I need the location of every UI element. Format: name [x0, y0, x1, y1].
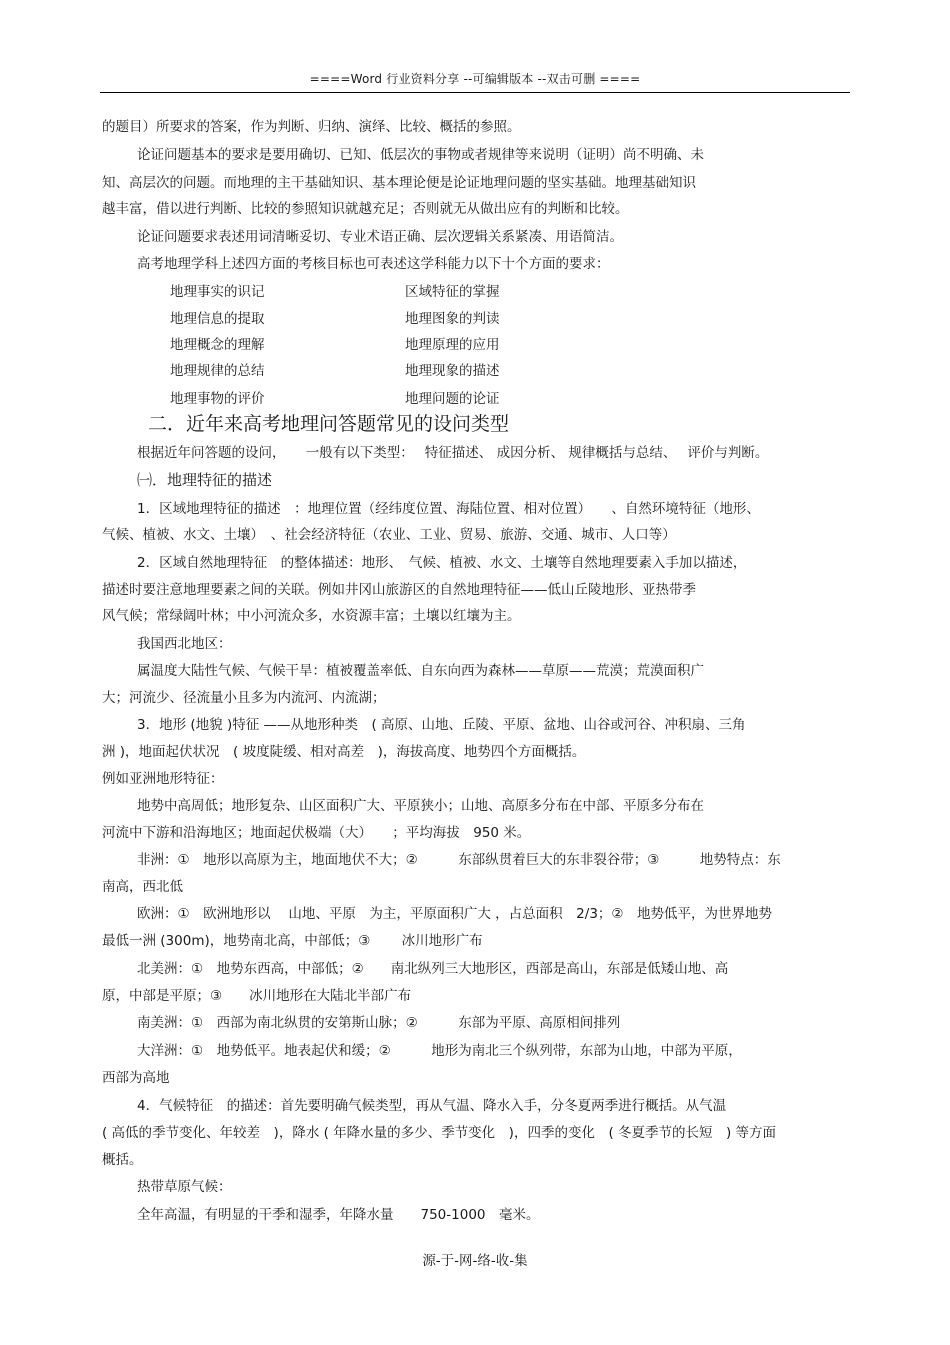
text-line: 1．区域地理特征的描述 ：地理位置（经纬度位置、海陆位置、相对位置） 、自然环境特征（地形、: [137, 501, 760, 517]
text-line: 非洲：① 地形以高原为主，地面地伏不大；② 东部纵贯着巨大的东非裂谷带；③ 地势特点：东: [137, 852, 781, 868]
ability-item: 地理信息的提取: [170, 311, 265, 327]
text-line: 3．地形 (地貌 )特征 ——从地形种类 ( 高原、山地、丘陵、平原、盆地、山谷或河谷、冲积扇、三角: [137, 717, 746, 733]
ability-item: 地理原理的应用: [405, 337, 500, 353]
text-line: 最低一洲 (300m)，地势南北高，中部低；③ 冰川地形广布: [102, 933, 483, 949]
ability-item: 区域特征的掌握: [405, 284, 500, 300]
text-line: 大；河流少、径流量小且多为内流河、内流湖；: [102, 690, 386, 706]
text-line: 的题目）所要求的答案，作为判断、归纳、演绎、比较、概括的参照。: [102, 119, 521, 135]
ability-item: 地理规律的总结: [170, 363, 265, 379]
page-footer: 源-于-网-络-收-集: [422, 1253, 528, 1269]
text-line: 全年高温，有明显的干季和湿季，年降水量 750-1000 毫米。: [137, 1207, 540, 1223]
text-line: 原，中部是平原；③ 冰川地形在大陆北半部广布: [102, 988, 412, 1004]
text-line: 论证问题基本的要求是要用确切、已知、低层次的事物或者规律等来说明（证明）尚不明确、未: [137, 147, 704, 163]
text-line: 洲 )，地面起伏状况 ( 坡度陡缓、相对高差 )，海拔高度、地势四个方面概括。: [102, 744, 586, 760]
text-line: 知、高层次的问题。而地理的主干基础知识、基本理论便是论证地理问题的坚实基础。地理基础知识: [102, 175, 696, 191]
text-line: 地势中高周低；地形复杂、山区面积广大、平原狭小；山地、高原多分布在中部、平原多分布在: [137, 798, 704, 814]
subsection-heading: ㈠．地理特征的描述: [137, 471, 273, 489]
ability-item: 地理现象的描述: [405, 363, 500, 379]
text-line: 2．区域自然地理特征 的整体描述：地形、 气候、植被、水文、土壤等自然地理要素入手加以描述，: [137, 555, 747, 571]
text-line: 越丰富，借以进行判断、比较的参照知识就越充足；否则就无从做出应有的判断和比较。: [102, 201, 629, 217]
ability-item: 地理事物的评价: [170, 391, 265, 407]
text-line: 南美洲：① 西部为南北纵贯的安第斯山脉；② 东部为平原、高原相间排列: [137, 1015, 621, 1031]
text-line: 高考地理学科上述四方面的考核目标也可表述这学科能力以下十个方面的要求：: [137, 256, 610, 272]
ability-item: 地理问题的论证: [405, 391, 500, 407]
text-line: 大洋洲：① 地势低平。地表起伏和缓；② 地形为南北三个纵列带，东部为山地，中部为平原，: [137, 1043, 742, 1059]
text-line: 风气候；常绿阔叶林；中小河流众多，水资源丰富；土壤以红壤为主。: [102, 608, 521, 624]
section-heading: 二．近年来高考地理问答题常见的设问类型: [148, 413, 510, 435]
ability-item: 地理事实的识记: [170, 284, 265, 300]
text-line: 概括。: [102, 1152, 143, 1168]
ability-item: 地理图象的判读: [405, 311, 500, 327]
text-line: 西部为高地: [102, 1070, 170, 1086]
text-line: 热带草原气候：: [137, 1179, 232, 1195]
text-line: 气候、植被、水文、土壤） 、社会经济特征（农业、工业、贸易、旅游、交通、城市、人口等）: [102, 527, 676, 543]
ability-item: 地理概念的理解: [170, 337, 265, 353]
text-line: 北美洲：① 地势东西高，中部低；② 南北纵列三大地形区，西部是高山，东部是低矮山地、高: [137, 961, 729, 977]
text-line: 4．气候特征 的描述：首先要明确气候类型，再从气温、降水入手，分冬夏两季进行概括。从气温: [137, 1098, 727, 1114]
text-line: 例如亚洲地形特征：: [102, 771, 224, 787]
text-line: 南高，西北低: [102, 879, 183, 895]
text-line: 河流中下游和沿海地区；地面起伏极端（大） ；平均海拔 950 米。: [102, 825, 531, 841]
text-line: 我国西北地区：: [137, 636, 232, 652]
header-rule: [100, 92, 850, 93]
page-header: ====Word 行业资料分享 --可编辑版本 --双击可删 ====: [309, 72, 641, 86]
text-line: 属温度大陆性气候、气候干旱：植被覆盖率低、自东向西为森林——草原——荒漠；荒漠面积广: [137, 663, 704, 679]
text-line: 描述时要注意地理要素之间的关联。例如井冈山旅游区的自然地理特征——低山丘陵地形、亚热带季: [102, 582, 696, 598]
text-line: 根据近年问答题的设问， 一般有以下类型： 特征描述、 成因分析、 规律概括与总结、 评价与判断。: [137, 445, 769, 461]
text-line: 欧洲：① 欧洲地形以 山地、平原 为主，平原面积广大 ，占总面积 2/3；② 地势低平，为世界地势: [137, 906, 773, 922]
text-line: 论证问题要求表述用词清晰妥切、专业术语正确、层次逻辑关系紧凑、用语简洁。: [137, 229, 623, 245]
text-line: ( 高低的季节变化、年较差 )，降水 ( 年降水量的多少、季节变化 )，四季的变化 ( 冬夏季节的长短 ) 等方面: [102, 1125, 777, 1141]
